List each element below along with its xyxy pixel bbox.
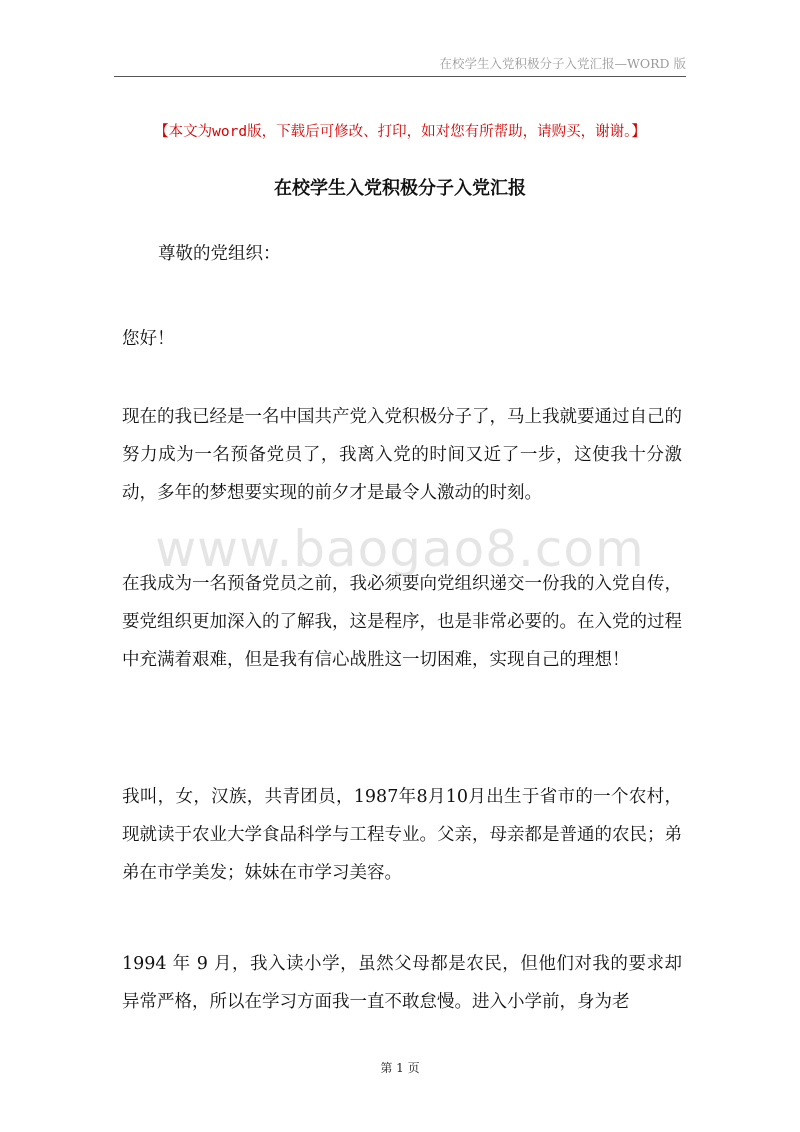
paragraph-2: 在我成为一名预备党员之前，我必须要向党组织递交一份我的入党自传，要党组织更加深入的了解我，这是程序，也是非常必要的。在入党的过程中充满着艰难，但是我有信心战胜这一切困难，实现自己的理想！ xyxy=(122,574,682,670)
watermark: www.baogao8.com xyxy=(155,520,645,578)
paragraph-greeting: 您好！ xyxy=(122,329,175,349)
page-number: 第 1 页 xyxy=(380,1061,420,1075)
paragraph-1: 现在的我已经是一名中国共产党入党积极分子了，马上我就要通过自己的努力成为一名预备党员了，我离入党的时间又近了一步，这使我十分激动，多年的梦想要实现的前夕才是最令人激动的时刻。 xyxy=(122,407,682,503)
purchase-notice: 【本文为word版，下载后可修改、打印，如对您有所帮助，请购买，谢谢。】 xyxy=(154,124,646,140)
page-header xyxy=(114,50,686,77)
paragraph-4: 1994 年 9 月，我入读小学，虽然父母都是农民，但他们对我的要求却异常严格，所以在学习方面我一直不敢怠慢。进入小学前，身为老 xyxy=(122,954,682,1012)
header-doc-title: 在校学生入党积极分子入党汇报—WORD 版 xyxy=(439,56,686,71)
paragraph-3: 我叫，女，汉族，共青团员，1987年8月10月出生于省市的一个农村，现就读于农业大学食品科学与工程专业。父亲，母亲都是普通的农民；弟弟在市学美发；妹妹在市学习美容。 xyxy=(122,787,682,883)
document-title: 在校学生入党积极分子入党汇报 xyxy=(274,178,526,199)
salutation: 尊敬的党组织： xyxy=(158,244,281,264)
